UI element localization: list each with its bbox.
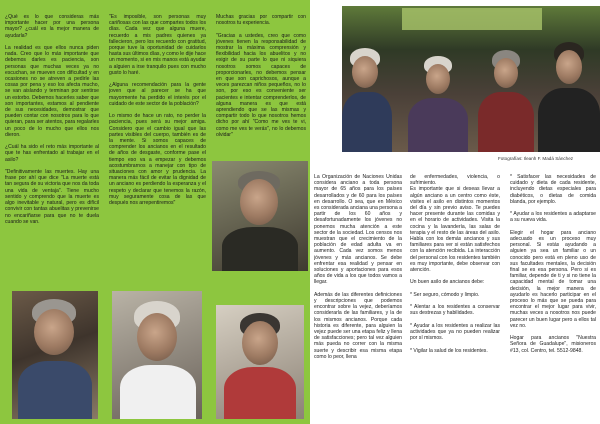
elderly-woman-white-hair-photo [112, 291, 202, 419]
elderly-woman-portrait-photo [212, 161, 308, 271]
panel-left [0, 0, 105, 424]
interview-text-1: ¿Qué es lo que consideras más importante hacer por una persona mayor? ¿cuál es la mejor manera de ayudarla? La realidad es que ellos nunca piden nada. Creo que lo más importante que debemos darles es paciencia, son personas que muchas veces ya no escuchan, se mueven con dificultad y en ocasiones no se atreven a pedirle las cosas por pena y eso los afecta mucho, se van aislando y terminan por sentirse un estorbo. Debemos hacerles saber que son importantes, estamos al pendiente de sus necesidades, demostrar que pueden contar con nosotros para lo que quieran, para ser atentos, para regalarles un poco de lo mucho que ellos nos dieron. ¿Cuál ha sido el reto más importante al que te has enfrentado al trabajar en el asilo? "Definitivamente las muertes. Hay una frase por ahí que dice "La muerte está tan segura de su victoria que nos da toda una vida de ventaja". Tiene mucho sentido y comprendo que la muerte es algo inevitable y natural, pero es difícil convivir con tantas abuelitas y prevenirse no encariñarse para que no te duela cuando se van. [5, 14, 99, 225]
panel-middle-left [105, 0, 210, 424]
elderly-woman-red-shirt-photo [216, 305, 304, 419]
interview-text-2: "Es imposible, son personas muy cariñosas con las que compartes todos los días. Cada vez que alguna muere, recuerdo a mis padres quienes ya fallecieron, pero los recuerdo con gratitud, porque tuve la oportunidad de cuidarlos hasta sus últimos días, y como le dije hace un momento, si en mis manos está ayudar a alguien a irse tranquilo pues con mucho gusto lo haré. ¿Alguna recomendación para la gente joven que al parecer se ha que mayormente ha perdido el interés por el cuidado de este sector de la población? Lo mismo de hace un rato, no perder la paciencia, pues será su mejor amiga. Considero que el cambio igual que las partes visibles del cuerpo, también es de la mente. Si somos capaces de comprender los ancianos en el resultado de años de desgaste, conforme pase el tiempo eso va a empezar y debemos acostumbrarnos a manejar con tipo de situaciones con amor y prudencia. La manera más fácil de evitar la dignidad de un anciano es perdiendo la esperanza y el respeto y declarar que tenemos la razón, muy seguramente cosa de las que después nos arrepentiremos" [109, 14, 206, 207]
article-column-3: * Satisfacer las necesidades de cuidado y dieta de cada residente, incluyendo dietas especiales para diabéticos, o dietas de comida blanda, por ejemplo. * Ayudar a los residentes a adaptarse a su nueva vida. Elegir el hogar para anciano adecuado es un proceso muy personal. Si estás ayudando a alguien ya sea un familiar o un conocido pero está en pleno uso de sus facultades mentales, la decisión final se es esa persona. Pero si es familiar, depende de ti y si no tiene la capacidad mental de tomar una decisión, la mejor manera de ayudarlo es hacerlo participar en el proceso lo más que se pueda para encontrar el mejor lugar para vivir, muchas veces a nosotros nos puede parecer un buen lugar pero a ellos tal vez no. Hogar para ancianos "Nuestra Señora de Guadalupe", misioneros #13, col. Centro, tel. 5512-9848. [510, 174, 596, 354]
article-column-2: de enfermedades, violencia, o sufrimiento. Es importante que si deseas llevar a algún anciano a un centro como éste, visites el asilo en distintos momentos del día y sin previo aviso. Te puedes hacer presente durante las comidas y en el horario de actividades. Visita la cocina y la lavandería, las salas de terapia y el resto de las áreas del asilo. Habla con los demás ancianos y sus familiares para ver si están satisfechos con la atención recibida. La interacción del personal con los residentes también es muy importante, debe observar con atención. Un buen asilo de ancianos debe: * Ser seguro, cómodo y limpio. * Alentar a los residentes a conservar sus destrezas y habilidades. * Ayudar a los residentes a realizar las actividades que ya no pueden realizar por sí mismos. * Vigilar la salud de los residentes. [410, 174, 500, 354]
group-elderly-women-photo [342, 6, 600, 152]
photo-credit: Fotografías: Ileanh F. Madá Sánchez [498, 156, 574, 161]
article-column-1: La Organización de Naciones Unidas considera anciano a toda persona mayor de 65 años para los países desarrollados y de 60 para los países en desarrollo. O sea, que en México es considerada anciana una persona a partir de los 60 años y desafortunadamente los jóvenes no ponemos mucha atención a este sector de la sociedad. Los censos nos muestran que el crecimiento de la población de edad adulta va en aumento. Cada vez somos menos jóvenes y más ancianos. Se debe enfrentar esa realidad y pensar en soluciones y aportaciones para esos años de vida a los que todos vamos a llegar. Además de las diferentes definiciones y descripciones que podemos encontrar sobre la vejez, deberíamos considerarla de las familiares, y la de los mismos ancianos. Porque cada historia es diferente, para alguien la vejez puede ser una etapa feliz y llena de satisfacciones; pero tal vez alguien más pueda no correr con la misma suerte y describir esa misma etapa como lo peor, llena [314, 174, 402, 360]
elderly-woman-smiling-photo [12, 291, 98, 419]
interview-text-3: Muchas gracias por compartir con nosotros tu experiencia. "Gracias a ustedes, creo que como jóvenes tienen la responsabilidad de mostrar la máxima comprensión y flexibilidad hacia los abuelitos y no exigir de su parte lo que ni siquiera nosotros somos capaces de proporcionarles, no debemos pensar en que son caprichosos, aunque a veces parezcan niños pequeños, no lo son, por eso es conveniente ser pacientes e intentar comprenderlos, de alguna manera es que está aprendiendo que se las mismas y compartir todo lo que nosotros hemos dicho por ahí "Como me ves te vi, como me ves te verás", no lo debemos olvidar" [216, 14, 306, 138]
panel-middle-right [210, 0, 310, 424]
panel-right [310, 0, 600, 424]
